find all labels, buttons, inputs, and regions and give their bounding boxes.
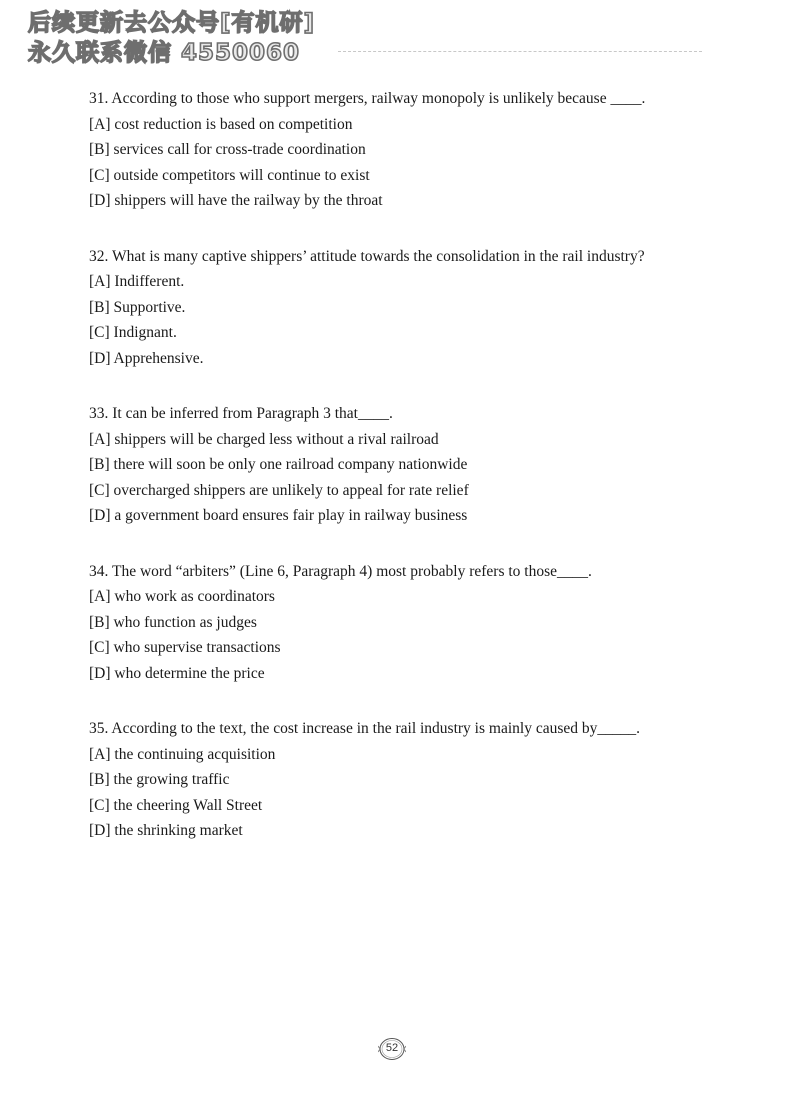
option-a: [A] Indifferent.: [89, 273, 185, 290]
option-b: [B] the growing traffic: [89, 771, 230, 788]
option-d: [D] who determine the price: [89, 664, 265, 682]
option-c: [C] outside competitors will continue to exist: [89, 166, 370, 184]
option-b: [B] there will soon be only one railroad company nationwide: [89, 456, 468, 473]
option-b: [B] services call for cross-trade coordination: [89, 141, 366, 158]
question-32: [89, 244, 729, 372]
option-d: [D] Apprehensive.: [89, 349, 204, 367]
question-stem: 32. What is many captive shippers’ attitude towards the consolidation in the rail industry?: [89, 247, 645, 265]
option-a: [A] shippers will be charged less without a rival railroad: [89, 430, 439, 448]
question-stem: 33. It can be inferred from Paragraph 3 that____.: [89, 405, 393, 422]
page-number: [378, 1037, 406, 1061]
option-d: [D] shippers will have the railway by the throat: [89, 192, 383, 209]
watermark-line-2: 永久联系微信 4550060: [28, 40, 301, 66]
question-stem: 34. The word “arbiters” (Line 6, Paragraph 4) most probably refers to those____.: [89, 562, 592, 580]
option-b: [B] Supportive.: [89, 298, 186, 316]
page-number-text: 52: [385, 1042, 399, 1054]
option-c: [C] Indignant.: [89, 324, 177, 341]
question-31: [89, 86, 729, 214]
watermark-line-1: 后续更新去公众号[有机研]: [28, 10, 316, 36]
question-34: [89, 559, 729, 687]
option-d: [D] the shrinking market: [89, 822, 243, 839]
option-a: [A] cost reduction is based on competition: [89, 115, 353, 133]
question-stem: 31. According to those who support mergers, railway monopoly is unlikely because ____.: [89, 90, 646, 107]
header-divider: [338, 51, 702, 52]
question-35: [89, 716, 729, 844]
option-d: [D] a government board ensures fair play in railway business: [89, 507, 468, 524]
question-stem: 35. According to the text, the cost increase in the rail industry is mainly caused by_____.: [89, 720, 640, 737]
question-33: [89, 401, 729, 529]
question-list: [89, 86, 729, 874]
option-c: [C] overcharged shippers are unlikely to appeal for rate relief: [89, 481, 469, 499]
watermark: [28, 8, 315, 68]
option-a: [A] the continuing acquisition: [89, 745, 276, 763]
option-b: [B] who function as judges: [89, 613, 257, 631]
option-c: [C] who supervise transactions: [89, 639, 281, 656]
option-a: [A] who work as coordinators: [89, 588, 275, 605]
option-c: [C] the cheering Wall Street: [89, 796, 263, 814]
